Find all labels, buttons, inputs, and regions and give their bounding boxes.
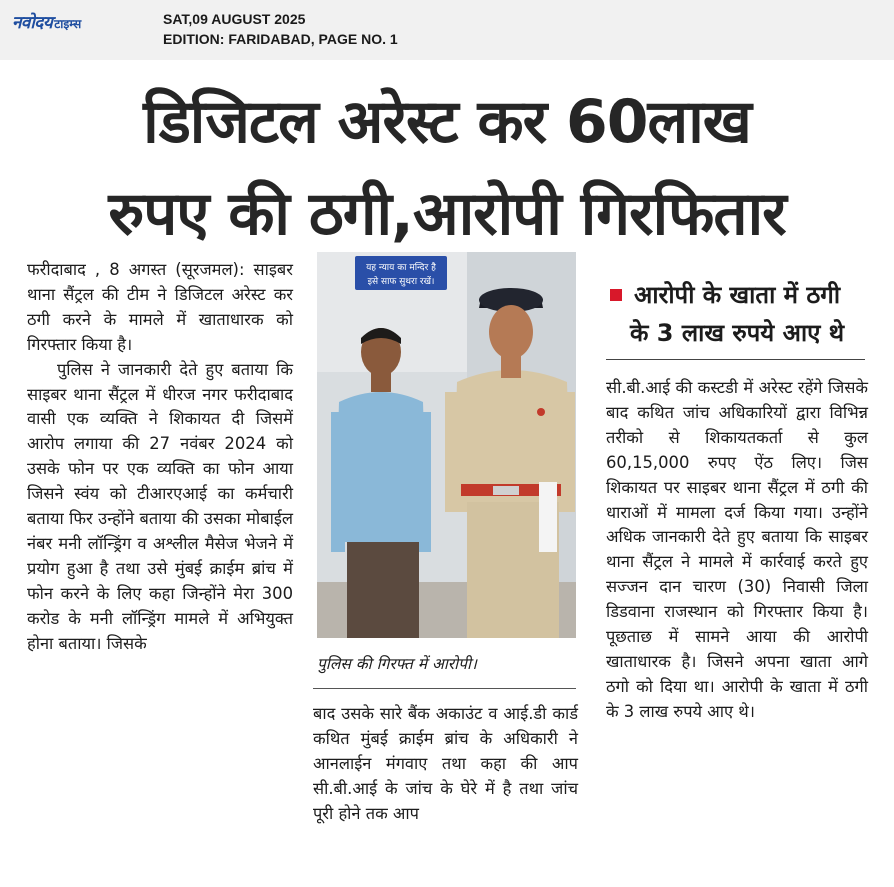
headline-line-1: डिजिटल अरेस्ट कर 60लाख bbox=[143, 87, 751, 157]
article-paragraph-intro: फरीदाबाद , 8 अगस्त (सूरजमल): साइबर थाना सैंट्रल की टीम ने डिजिटल अरेस्ट कर ठगी करने के मामले में खाताधारक को गिरफ्तार किया है। bbox=[27, 260, 293, 354]
article-column-3 bbox=[606, 376, 868, 725]
photo-sign-line-1: यह न्याय का मन्दिर है bbox=[366, 263, 436, 273]
masthead-bar bbox=[0, 0, 894, 60]
logo-main-text: नवोदय bbox=[12, 13, 53, 33]
subheading-line-1: आरोपी के खाता में ठगी bbox=[634, 281, 841, 309]
news-photo bbox=[317, 252, 576, 638]
subheading bbox=[606, 276, 868, 352]
photo-sign-line-2: इसे साफ सुथरा रखें। bbox=[367, 277, 435, 287]
article-paragraph-final: सी.बी.आई की कस्टडी में अरेस्ट रहेंगे जिसके बाद कथित जांच अधिकारियों द्वारा विभिन्न तरीको से शिकायतकर्ता से कुल 60,15,000 रुपए ऐंठ लिए। जिस शिकायत पर साइबर थाना सैंट्रल में ठगी की धाराओं में मामला दर्ज किया गया। उन्होंने अधिक जानकारी देते हुए बताया कि साइबर थाना सैंट्रल ने मामले में कार्रवाई करते हुए सज्जन दान चारण (30) निवासी जिला डिडवाना राजस्थान को गिरफ्तार किया है। पूछताछ में सामने आया की आरोपी खाताधारक है। जिसने अपना खाता आगे ठगो को दिया था। आरोपी के खाता में ठगी के 3 लाख रुपये आए थे। bbox=[606, 378, 868, 721]
headline bbox=[0, 76, 894, 260]
headline-line-2: रुपए की ठगी,आरोपी गिरफितार bbox=[108, 179, 786, 249]
newspaper-logo bbox=[12, 10, 81, 34]
article-paragraph-continued: बाद उसके सारे बैंक अकाउंट व आई.डी कार्ड कथित मुंबई क्राईम ब्रांच के अधिकारी ने आनलाईन मंगवाए तथा कहा की आप सी.बी.आई के जांच के घेरे में है तथा जांच पूरी होने तक आप bbox=[313, 704, 578, 823]
edition-page: EDITION: FARIDABAD, PAGE NO. 1 bbox=[163, 31, 398, 47]
article-column-2 bbox=[313, 702, 578, 827]
caption-divider bbox=[313, 688, 576, 689]
subheading-divider bbox=[606, 359, 865, 360]
edition-info bbox=[163, 9, 398, 49]
article-paragraph-body: पुलिस ने जानकारी देते हुए बताया कि साइबर थाना सैंट्रल में धीरज नगर फरीदाबाद वासी एक व्यक्ति ने शिकायत दी जिसमें आरोप लगाया की 27 नवंबर 2024 को उसके फोन पर एक व्यक्ति का फोन आया जिसने स्वंय को टीआरएआई का कर्मचारी बताया फिर उन्होंने बताया की उसका मोबाईल नंबर मनी लॉन्ड्रिंग व अश्लील मैसेज भेजने में प्रयोग हुआ है तथा उसे मुंबई क्राईम ब्रांच में फोन करने के लिए कहा जिन्होंने मेरा 300 करोड के मनी लॉन्ड्रिंग मामले में अभियुक्त होना बताया। जिसके bbox=[27, 359, 293, 653]
edition-date: SAT,09 AUGUST 2025 bbox=[163, 11, 306, 27]
subheading-line-2: के 3 लाख रुपये आए थे bbox=[630, 319, 845, 347]
red-square-bullet-icon bbox=[610, 289, 622, 301]
article-column-1 bbox=[27, 258, 293, 657]
photo-caption: पुलिस की गिरफ्त में आरोपी। bbox=[317, 655, 477, 673]
logo-sub-text: टाइम्स bbox=[54, 17, 82, 31]
